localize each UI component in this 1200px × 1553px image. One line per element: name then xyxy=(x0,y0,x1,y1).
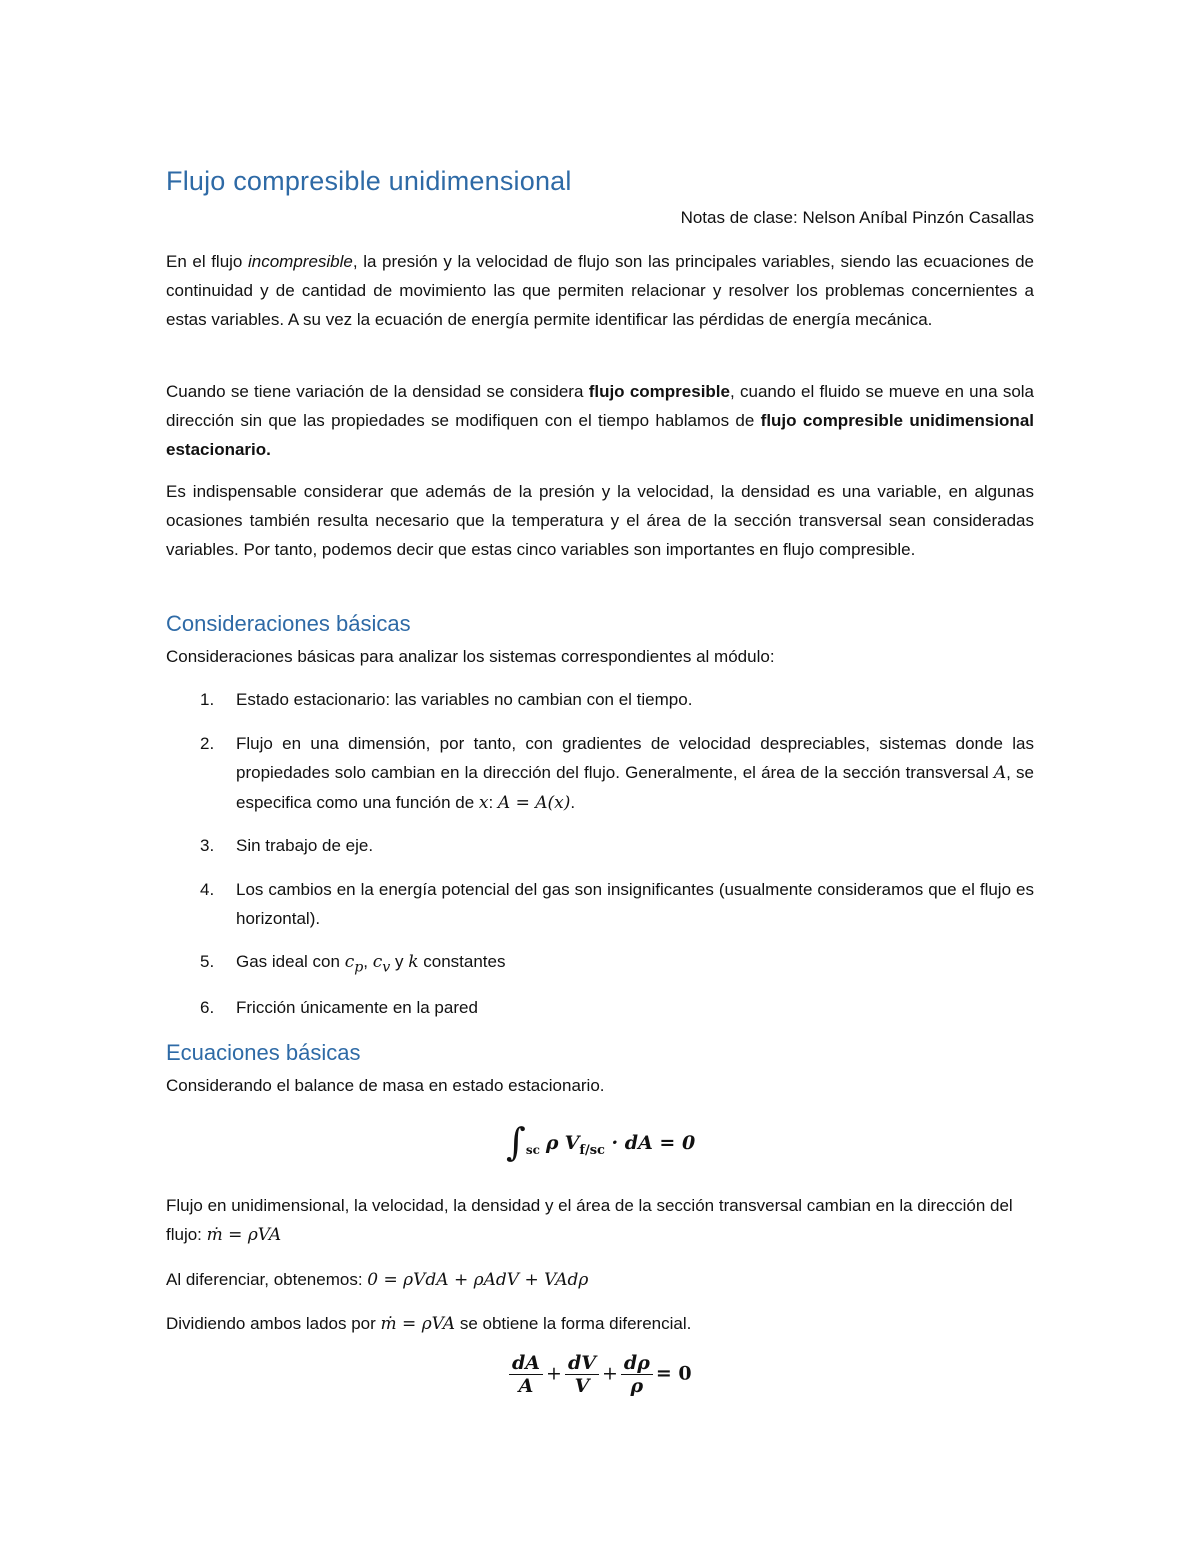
list-text xyxy=(236,947,1034,982)
list-number: 4. xyxy=(200,880,215,899)
section2-lead: Considerando el balance de masa en estado estacionario. xyxy=(166,1076,605,1095)
text-span: En el flujo xyxy=(166,252,248,271)
text-span: Al diferenciar, obtenemos: xyxy=(166,1270,368,1289)
math-symbol: A xyxy=(993,763,1007,783)
plus-sign: + xyxy=(546,1362,562,1385)
math-symbol: ρ xyxy=(545,1132,559,1154)
denominator: V xyxy=(574,1375,590,1397)
text-span: Gas ideal con xyxy=(236,952,345,971)
text-span: , se especifica como una función de xyxy=(236,763,1034,812)
emphasis-text: incompresible xyxy=(247,252,353,271)
intro-paragraph-2 xyxy=(166,377,1034,464)
text-span: y xyxy=(390,952,409,971)
math-symbol: V xyxy=(564,1132,580,1154)
math-expression: A = A(x) xyxy=(497,793,571,813)
numerator: dV xyxy=(565,1352,599,1375)
math-expression: · dA = 0 xyxy=(604,1132,696,1154)
list-text: Estado estacionario: las variables no cambian con el tiempo. xyxy=(236,690,693,709)
text-span: Flujo en una dimensión, por tanto, con gradientes de velocidad despreciables, sistemas donde las propiedades solo cambian en la dirección del flujo. Generalmente, el área de la sección transversal xyxy=(236,734,1034,782)
plus-sign: + xyxy=(601,1362,618,1385)
list-number: 5. xyxy=(200,952,215,971)
differential-continuity-equation xyxy=(506,1352,692,1397)
text-span: : xyxy=(488,793,498,812)
section-heading-consideraciones: Consideraciones básicas xyxy=(166,611,411,636)
paragraph-unidimensional xyxy=(166,1191,1034,1250)
math-symbol: c xyxy=(344,952,355,972)
list-text: Sin trabajo de eje. xyxy=(236,836,374,855)
list-text: Los cambios en la energía potencial del gas son insignificantes (usualmente consideramos que el flujo es horizontal). xyxy=(236,880,1034,928)
denominator: ρ xyxy=(630,1375,644,1397)
text-span: Dividiendo ambos lados por xyxy=(166,1314,381,1333)
list-text: Fricción únicamente en la pared xyxy=(236,998,478,1017)
fraction xyxy=(509,1352,543,1397)
mass-balance-equation xyxy=(506,1120,695,1164)
integral-symbol: ∫ xyxy=(506,1120,526,1164)
numerator: dρ xyxy=(621,1352,653,1375)
math-subscript: p xyxy=(354,959,364,976)
math-symbol: c xyxy=(372,952,383,972)
text-span: se obtiene la forma diferencial. xyxy=(455,1314,692,1333)
text-span: . xyxy=(570,793,576,812)
document-title: Flujo compresible unidimensional xyxy=(166,166,572,196)
intro-paragraph-3: Es indispensable considerar que además de la presión y la velocidad, la densidad es una variable, en algunas ocasiones también resulta necesario que la temperatura y el área de la sección transversal sean consideradas variables. Por tanto, podemos decir que estas cinco variables son importantes en flujo compresible. xyxy=(166,482,1034,559)
denominator: A xyxy=(518,1375,534,1397)
author-line: Notas de clase: Nelson Aníbal Pinzón Casallas xyxy=(680,208,1034,227)
list-number: 1. xyxy=(200,690,215,709)
paragraph-divide xyxy=(166,1309,1034,1339)
integral-subscript: sc xyxy=(525,1142,540,1157)
text-span: Flujo en unidimensional, la velocidad, la densidad y el área de la sección transversal cambian en la dirección del flujo: xyxy=(166,1196,1013,1244)
text-span: , la presión y la velocidad de flujo son las principales variables, siendo las ecuaciones de continuidad y de cantidad de movimiento las que permiten relacionar y resolver los problemas concernientes a estas variables. A su vez la ecuación de energía permite identificar las pérdidas de energía mecánica. xyxy=(166,252,1034,329)
text-span: , xyxy=(363,952,373,971)
numerator: dA xyxy=(509,1352,543,1375)
text-span: constantes xyxy=(418,952,506,971)
math-expression: 0 = ρVdA + ρAdV + VAdρ xyxy=(367,1270,589,1290)
math-expression: ṁ = ρVA xyxy=(380,1314,456,1334)
list-number: 6. xyxy=(200,998,215,1017)
fraction xyxy=(621,1352,653,1397)
math-symbol: x xyxy=(478,793,489,813)
equals-zero: = 0 xyxy=(655,1362,692,1385)
list-number: 2. xyxy=(200,734,215,753)
text-span: , cuando el fluido se mueve en una sola dirección sin que las propiedades se modifiquen con el tiempo hablamos de xyxy=(166,382,1035,430)
list-text xyxy=(236,729,1034,818)
bold-text: flujo compresible unidimensional estacionario. xyxy=(166,411,1034,459)
list-number: 3. xyxy=(200,836,215,855)
math-subscript: f/sc xyxy=(579,1142,605,1158)
text-span: Cuando se tiene variación de la densidad se considera xyxy=(166,382,589,401)
math-expression: ṁ = ρVA xyxy=(206,1225,282,1245)
section-heading-ecuaciones: Ecuaciones básicas xyxy=(166,1040,361,1065)
paragraph-differentiate xyxy=(166,1265,1034,1295)
intro-paragraph-1 xyxy=(166,247,1034,334)
bold-text: flujo compresible xyxy=(588,382,730,401)
fraction xyxy=(565,1352,599,1397)
section1-lead: Consideraciones básicas para analizar los sistemas correspondientes al módulo: xyxy=(166,647,775,666)
math-subscript: v xyxy=(382,959,391,976)
math-symbol: k xyxy=(408,952,419,972)
